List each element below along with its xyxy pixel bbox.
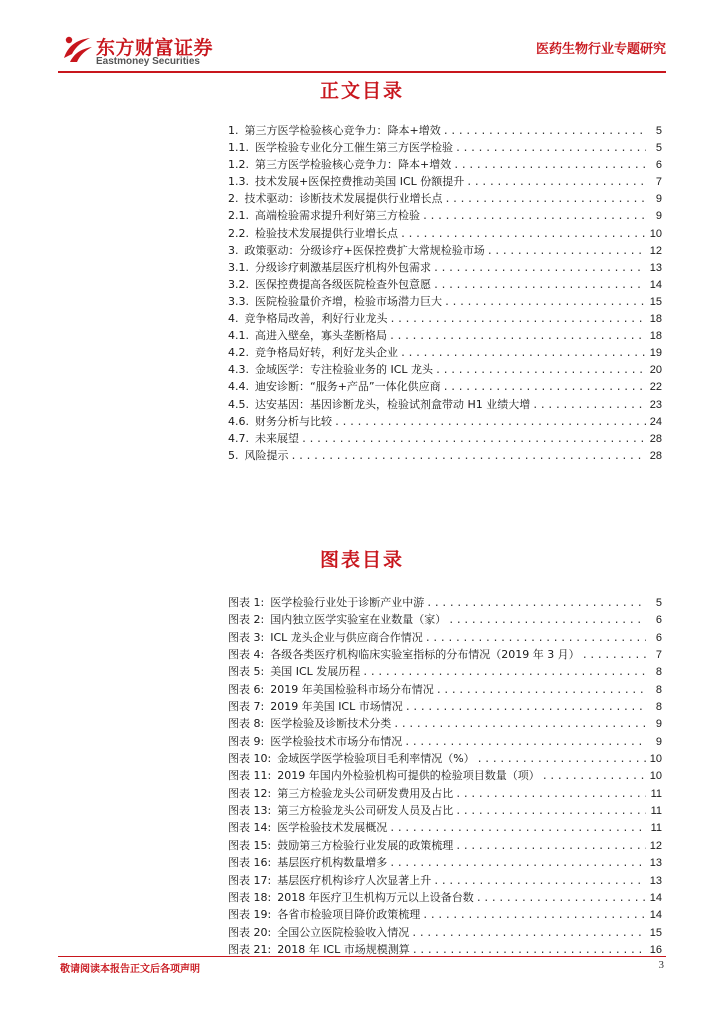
logo-english-name: Eastmoney Securities bbox=[96, 56, 200, 67]
figure-entry-page: 13 bbox=[649, 857, 662, 870]
figure-entry-number: 图表 10: bbox=[228, 752, 272, 766]
figure-entry-title: 各级各类医疗机构临床实验室指标的分布情况（2019 年 3 月） bbox=[270, 648, 580, 662]
toc-entry[interactable] bbox=[228, 430, 662, 447]
toc-entry-title: 财务分析与比较 bbox=[255, 414, 332, 428]
toc-entry-page: 5 bbox=[655, 125, 662, 137]
figure-entry-number: 图表 3: bbox=[228, 630, 265, 644]
toc-entry[interactable] bbox=[228, 361, 662, 378]
figure-entry-page: 5 bbox=[655, 597, 662, 609]
disclaimer-note: 敬请阅读本报告正文后各项声明 bbox=[60, 964, 200, 975]
toc-entry-title: 第三方医学检验核心竞争力：降本+增效 bbox=[244, 124, 441, 137]
figure-entry-title: 各省市检验项目降价政策梳理 bbox=[277, 908, 421, 922]
figure-entry-page: 10 bbox=[649, 753, 662, 766]
toc-entry-number: 3.2. bbox=[228, 277, 249, 291]
dot-leader bbox=[400, 348, 646, 359]
dot-leader bbox=[453, 160, 646, 171]
toc-entry-page: 23 bbox=[649, 398, 662, 411]
dot-leader bbox=[412, 945, 646, 956]
figure-entry[interactable] bbox=[228, 681, 662, 698]
dot-leader bbox=[455, 806, 646, 817]
figure-entry-number: 图表 21: bbox=[228, 942, 272, 956]
toc-entry-page: 7 bbox=[655, 176, 662, 189]
figure-entry-page: 10 bbox=[649, 770, 662, 783]
figure-entry-number: 图表 14: bbox=[228, 821, 272, 835]
toc-entry-title: 迪安诊断：“服务+产品”一体化供应商 bbox=[255, 380, 441, 394]
toc-entry-page: 5 bbox=[655, 142, 662, 155]
dot-leader bbox=[291, 451, 647, 462]
figure-entry[interactable] bbox=[228, 611, 662, 628]
figure-entry-title: 美国 ICL 发展历程 bbox=[270, 665, 361, 679]
figure-entry-number: 图表 8: bbox=[228, 717, 265, 731]
figure-entry-page: 9 bbox=[655, 718, 662, 731]
toc-entry-number: 3. bbox=[228, 243, 239, 257]
figure-entry[interactable] bbox=[228, 854, 662, 871]
figure-entry[interactable] bbox=[228, 629, 662, 646]
figure-entry[interactable] bbox=[228, 906, 662, 923]
figure-entry-page: 11 bbox=[650, 787, 662, 800]
figure-entry-title: 鼓励第三方检验行业发展的政策梳理 bbox=[277, 838, 454, 852]
figure-entry-page: 14 bbox=[649, 891, 662, 904]
dot-leader bbox=[455, 143, 646, 154]
dot-leader bbox=[455, 841, 646, 852]
figure-entry-title: 2018 年 ICL 市场规模测算 bbox=[277, 942, 410, 956]
dot-leader bbox=[390, 314, 647, 325]
toc-entry-title: 技术驱动：诊断技术发展提供行业增长点 bbox=[244, 192, 443, 206]
dot-leader bbox=[436, 685, 646, 696]
figure-entry-title: 全国公立医院检验收入情况 bbox=[277, 925, 410, 939]
figure-entry-title: 医学检验技术市场分布情况 bbox=[270, 734, 403, 748]
toc-entry[interactable] bbox=[228, 327, 662, 344]
figure-entry[interactable] bbox=[228, 767, 662, 784]
dot-leader bbox=[487, 246, 646, 257]
toc-entry-page: 12 bbox=[649, 244, 662, 257]
figure-entry-number: 图表 5: bbox=[228, 665, 265, 679]
toc-entry-title: 风险提示 bbox=[244, 448, 289, 462]
footer-divider bbox=[58, 956, 666, 957]
toc-entry[interactable] bbox=[228, 139, 662, 156]
figure-entry-number: 图表 15: bbox=[228, 838, 272, 852]
toc-entry-title: 高端检验需求提升利好第三方检验 bbox=[255, 209, 420, 223]
toc-entry-title: 政策驱动：分级诊疗+医保控费扩大常规检验市场 bbox=[244, 243, 485, 257]
dot-leader bbox=[405, 702, 646, 713]
figure-entry-number: 图表 11: bbox=[228, 769, 272, 783]
figure-entry-page: 8 bbox=[655, 683, 662, 696]
toc-entry[interactable] bbox=[228, 225, 662, 242]
toc-entry-title: 医保控费提高各级医院检查外包意愿 bbox=[255, 277, 431, 291]
toc-entry-number: 4. bbox=[228, 312, 239, 326]
toc-entry-page: 19 bbox=[649, 347, 662, 360]
dot-leader bbox=[422, 211, 646, 222]
toc-entry[interactable] bbox=[228, 447, 662, 464]
dot-leader bbox=[476, 893, 646, 904]
figure-entry-page: 6 bbox=[655, 614, 662, 627]
toc-entry-number: 4.2. bbox=[228, 346, 249, 360]
toc-entry[interactable] bbox=[228, 259, 662, 276]
toc-entry-number: 1.1. bbox=[228, 141, 249, 155]
toc-entry-page: 6 bbox=[655, 159, 662, 172]
figure-entry-page: 14 bbox=[649, 909, 662, 922]
toc-entry-page: 13 bbox=[649, 261, 662, 274]
toc-entry-number: 3.1. bbox=[228, 260, 249, 274]
dot-leader bbox=[542, 771, 646, 782]
figure-entry[interactable] bbox=[228, 594, 662, 611]
toc-entry-page: 9 bbox=[655, 193, 662, 206]
toc-entry-title: 未来展望 bbox=[255, 431, 299, 445]
figure-entry[interactable] bbox=[228, 785, 662, 802]
figure-entry-page: 11 bbox=[650, 822, 662, 835]
toc-entry-number: 4.5. bbox=[228, 397, 249, 411]
report-type-label: 医药生物行业专题研究 bbox=[535, 42, 666, 57]
toc-entry-title: 竞争格局改善，利好行业龙头 bbox=[244, 312, 388, 326]
toc-entry-title: 达安基因：基因诊断龙头，检验试剂盒带动 H1 业绩大增 bbox=[255, 397, 531, 411]
toc-entry[interactable] bbox=[228, 207, 662, 224]
figure-entry-title: 2019 年美国检验科市场分布情况 bbox=[270, 682, 434, 696]
figure-entry-page: 9 bbox=[655, 735, 662, 748]
figure-entry-number: 图表 13: bbox=[228, 804, 272, 818]
figure-entry-page: 8 bbox=[655, 701, 662, 714]
toc-entry[interactable] bbox=[228, 276, 662, 293]
toc-entry[interactable] bbox=[228, 310, 662, 327]
toc-entry[interactable] bbox=[228, 242, 662, 259]
toc-entry-title: 医院检验量价齐增，检验市场潜力巨大 bbox=[255, 294, 442, 308]
toc-entry-page: 15 bbox=[649, 295, 662, 308]
toc-entry-title: 检验技术发展提供行业增长点 bbox=[255, 226, 398, 240]
toc-entry-number: 4.6. bbox=[228, 414, 249, 428]
toc-entry-page: 28 bbox=[649, 449, 662, 462]
toc-entry[interactable] bbox=[228, 190, 662, 207]
toc-entry-title: 第三方医学检验核心竞争力：降本+增效 bbox=[255, 158, 452, 172]
figure-entry-page: 7 bbox=[655, 649, 662, 662]
figure-entry-number: 图表 18: bbox=[228, 890, 272, 904]
toc-entry[interactable] bbox=[228, 156, 662, 173]
figure-entry-page: 6 bbox=[655, 631, 662, 644]
figure-entry-page: 16 bbox=[649, 943, 662, 956]
toc-entry-page: 20 bbox=[649, 364, 662, 377]
toc-entry-title: 分级诊疗刺激基层医疗机构外包需求 bbox=[255, 260, 431, 274]
figure-entry-number: 图表 2: bbox=[228, 613, 265, 627]
dot-leader bbox=[389, 331, 646, 342]
dot-leader bbox=[393, 719, 646, 730]
toc-entry-number: 2. bbox=[228, 192, 239, 206]
dot-leader bbox=[582, 650, 646, 661]
figure-entry[interactable] bbox=[228, 646, 662, 663]
figure-entry-number: 图表 19: bbox=[228, 908, 272, 922]
company-logo bbox=[60, 30, 250, 70]
figure-entry-number: 图表 12: bbox=[228, 786, 272, 800]
figure-entry[interactable] bbox=[228, 698, 662, 715]
toc-entry[interactable] bbox=[228, 344, 662, 361]
figure-entry-number: 图表 17: bbox=[228, 873, 272, 887]
dot-leader bbox=[448, 615, 646, 626]
dot-leader bbox=[389, 858, 646, 869]
toc-entry-number: 4.4. bbox=[228, 380, 249, 394]
dot-leader bbox=[435, 365, 646, 376]
figure-entry-number: 图表 4: bbox=[228, 648, 265, 662]
dot-leader bbox=[301, 434, 646, 445]
toc-entry-page: 22 bbox=[649, 381, 662, 394]
toc-entry-page: 24 bbox=[649, 415, 662, 428]
figure-entry-number: 图表 6: bbox=[228, 682, 265, 696]
dot-leader bbox=[389, 823, 646, 834]
dot-leader bbox=[400, 229, 646, 240]
figure-entry-title: 医学检验及诊断技术分类 bbox=[270, 717, 392, 731]
dot-leader bbox=[455, 789, 646, 800]
figure-entry[interactable] bbox=[228, 837, 662, 854]
figure-entry-page: 12 bbox=[649, 839, 662, 852]
toc-entry-number: 2.2. bbox=[228, 226, 249, 240]
figure-entry-page: 8 bbox=[655, 666, 662, 679]
dot-leader bbox=[433, 876, 646, 887]
toc-entry-number: 5. bbox=[228, 448, 239, 462]
figure-entry[interactable] bbox=[228, 819, 662, 836]
figure-entry-title: 基层医疗机构数量增多 bbox=[277, 856, 388, 870]
figure-entry-number: 图表 1: bbox=[228, 596, 265, 609]
figure-entry[interactable] bbox=[228, 924, 662, 941]
dot-leader bbox=[404, 737, 646, 748]
dot-leader bbox=[466, 177, 646, 188]
toc-entry[interactable] bbox=[228, 378, 662, 395]
toc-entry-number: 2.1. bbox=[228, 209, 249, 223]
toc-entry-page: 10 bbox=[649, 227, 662, 240]
dot-leader bbox=[411, 928, 646, 939]
figure-entry-title: 2018 年医疗卫生机构万元以上设备台数 bbox=[277, 890, 474, 904]
toc-title: 正文目录 bbox=[319, 80, 404, 102]
dot-leader bbox=[362, 667, 646, 678]
dot-leader bbox=[425, 633, 646, 644]
figure-entry-number: 图表 9: bbox=[228, 734, 265, 748]
figures-toc-list bbox=[228, 594, 662, 958]
dot-leader bbox=[477, 754, 646, 765]
dot-leader bbox=[422, 910, 646, 921]
toc-entry[interactable] bbox=[228, 293, 662, 310]
figure-entry-number: 图表 20: bbox=[228, 925, 272, 939]
toc-entry-title: 高进入壁垒，寡头垄断格局 bbox=[255, 329, 387, 343]
figure-entry-title: 2019 年国内外检验机构可提供的检验项目数量（项） bbox=[277, 769, 540, 783]
dot-leader bbox=[443, 382, 646, 393]
logo-chinese-name: 东方财富证券 bbox=[96, 37, 214, 59]
toc-entry-number: 1.2. bbox=[228, 158, 249, 172]
toc-entry-page: 9 bbox=[655, 210, 662, 223]
figure-entry-number: 图表 16: bbox=[228, 856, 272, 870]
figure-entry-title: 第三方检验龙头公司研发费用及占比 bbox=[277, 786, 454, 800]
dot-leader bbox=[445, 194, 647, 205]
figure-entry[interactable] bbox=[228, 733, 662, 750]
eastmoney-logo-icon bbox=[60, 32, 94, 64]
toc-entry-number: 4.1. bbox=[228, 329, 249, 343]
page-number: 3 bbox=[658, 959, 664, 971]
figure-entry-page: 11 bbox=[650, 805, 662, 818]
figure-entry-page: 15 bbox=[649, 926, 662, 939]
figure-entry-title: 2019 年美国 ICL 市场情况 bbox=[270, 700, 403, 714]
figure-entry[interactable] bbox=[228, 889, 662, 906]
toc-entry-number: 4.7. bbox=[228, 431, 249, 445]
toc-entry-title: 竞争格局好转，利好龙头企业 bbox=[255, 346, 398, 360]
toc-entry-page: 18 bbox=[649, 313, 662, 326]
figure-entry-title: 医学检验技术发展概况 bbox=[277, 821, 388, 835]
figure-entry-title: 第三方检验龙头公司研发人员及占比 bbox=[277, 804, 454, 818]
toc-entry-title: 医学检验专业化分工催生第三方医学检验 bbox=[255, 141, 453, 155]
figure-entry-title: ICL 龙头企业与供应商合作情况 bbox=[270, 630, 423, 644]
dot-leader bbox=[433, 280, 646, 291]
toc-entry-number: 3.3. bbox=[228, 294, 249, 308]
dot-leader bbox=[426, 598, 646, 609]
toc-entry-number: 4.3. bbox=[228, 363, 249, 377]
figures-toc-title: 图表目录 bbox=[319, 549, 404, 571]
figure-entry[interactable] bbox=[228, 750, 662, 767]
toc-entry-page: 14 bbox=[649, 278, 662, 291]
header-divider bbox=[58, 71, 666, 73]
figure-entry[interactable] bbox=[228, 802, 662, 819]
toc-list bbox=[228, 122, 662, 464]
toc-entry-title: 技术发展+医保控费推动美国 ICL 份额提升 bbox=[255, 175, 465, 189]
toc-entry[interactable] bbox=[228, 413, 662, 430]
toc-entry-number: 1. bbox=[228, 124, 239, 137]
dot-leader bbox=[334, 417, 646, 428]
toc-entry[interactable] bbox=[228, 122, 662, 139]
dot-leader bbox=[532, 400, 646, 411]
figure-entry-page: 13 bbox=[649, 874, 662, 887]
figure-entry-title: 基层医疗机构诊疗人次显著上升 bbox=[277, 873, 432, 887]
dot-leader bbox=[443, 126, 646, 137]
figure-entry-title: 金域医学医学检验项目毛利率情况（%） bbox=[277, 752, 475, 766]
toc-entry-page: 18 bbox=[649, 330, 662, 343]
figure-entry[interactable] bbox=[228, 663, 662, 680]
figure-entry[interactable] bbox=[228, 715, 662, 732]
figure-entry-title: 医学检验行业处于诊断产业中游 bbox=[270, 596, 425, 609]
figure-entry[interactable] bbox=[228, 872, 662, 889]
page-header bbox=[58, 30, 666, 72]
figure-entry-title: 国内独立医学实验室在业数量（家） bbox=[270, 613, 447, 627]
toc-entry-number: 1.3. bbox=[228, 175, 249, 189]
dot-leader bbox=[444, 297, 646, 308]
toc-entry-title: 金域医学：专注检验业务的 ICL 龙头 bbox=[255, 363, 434, 377]
toc-entry-page: 28 bbox=[649, 432, 662, 445]
figure-entry-number: 图表 7: bbox=[228, 700, 265, 714]
toc-entry[interactable] bbox=[228, 173, 662, 190]
dot-leader bbox=[433, 263, 646, 274]
toc-entry[interactable] bbox=[228, 396, 662, 413]
